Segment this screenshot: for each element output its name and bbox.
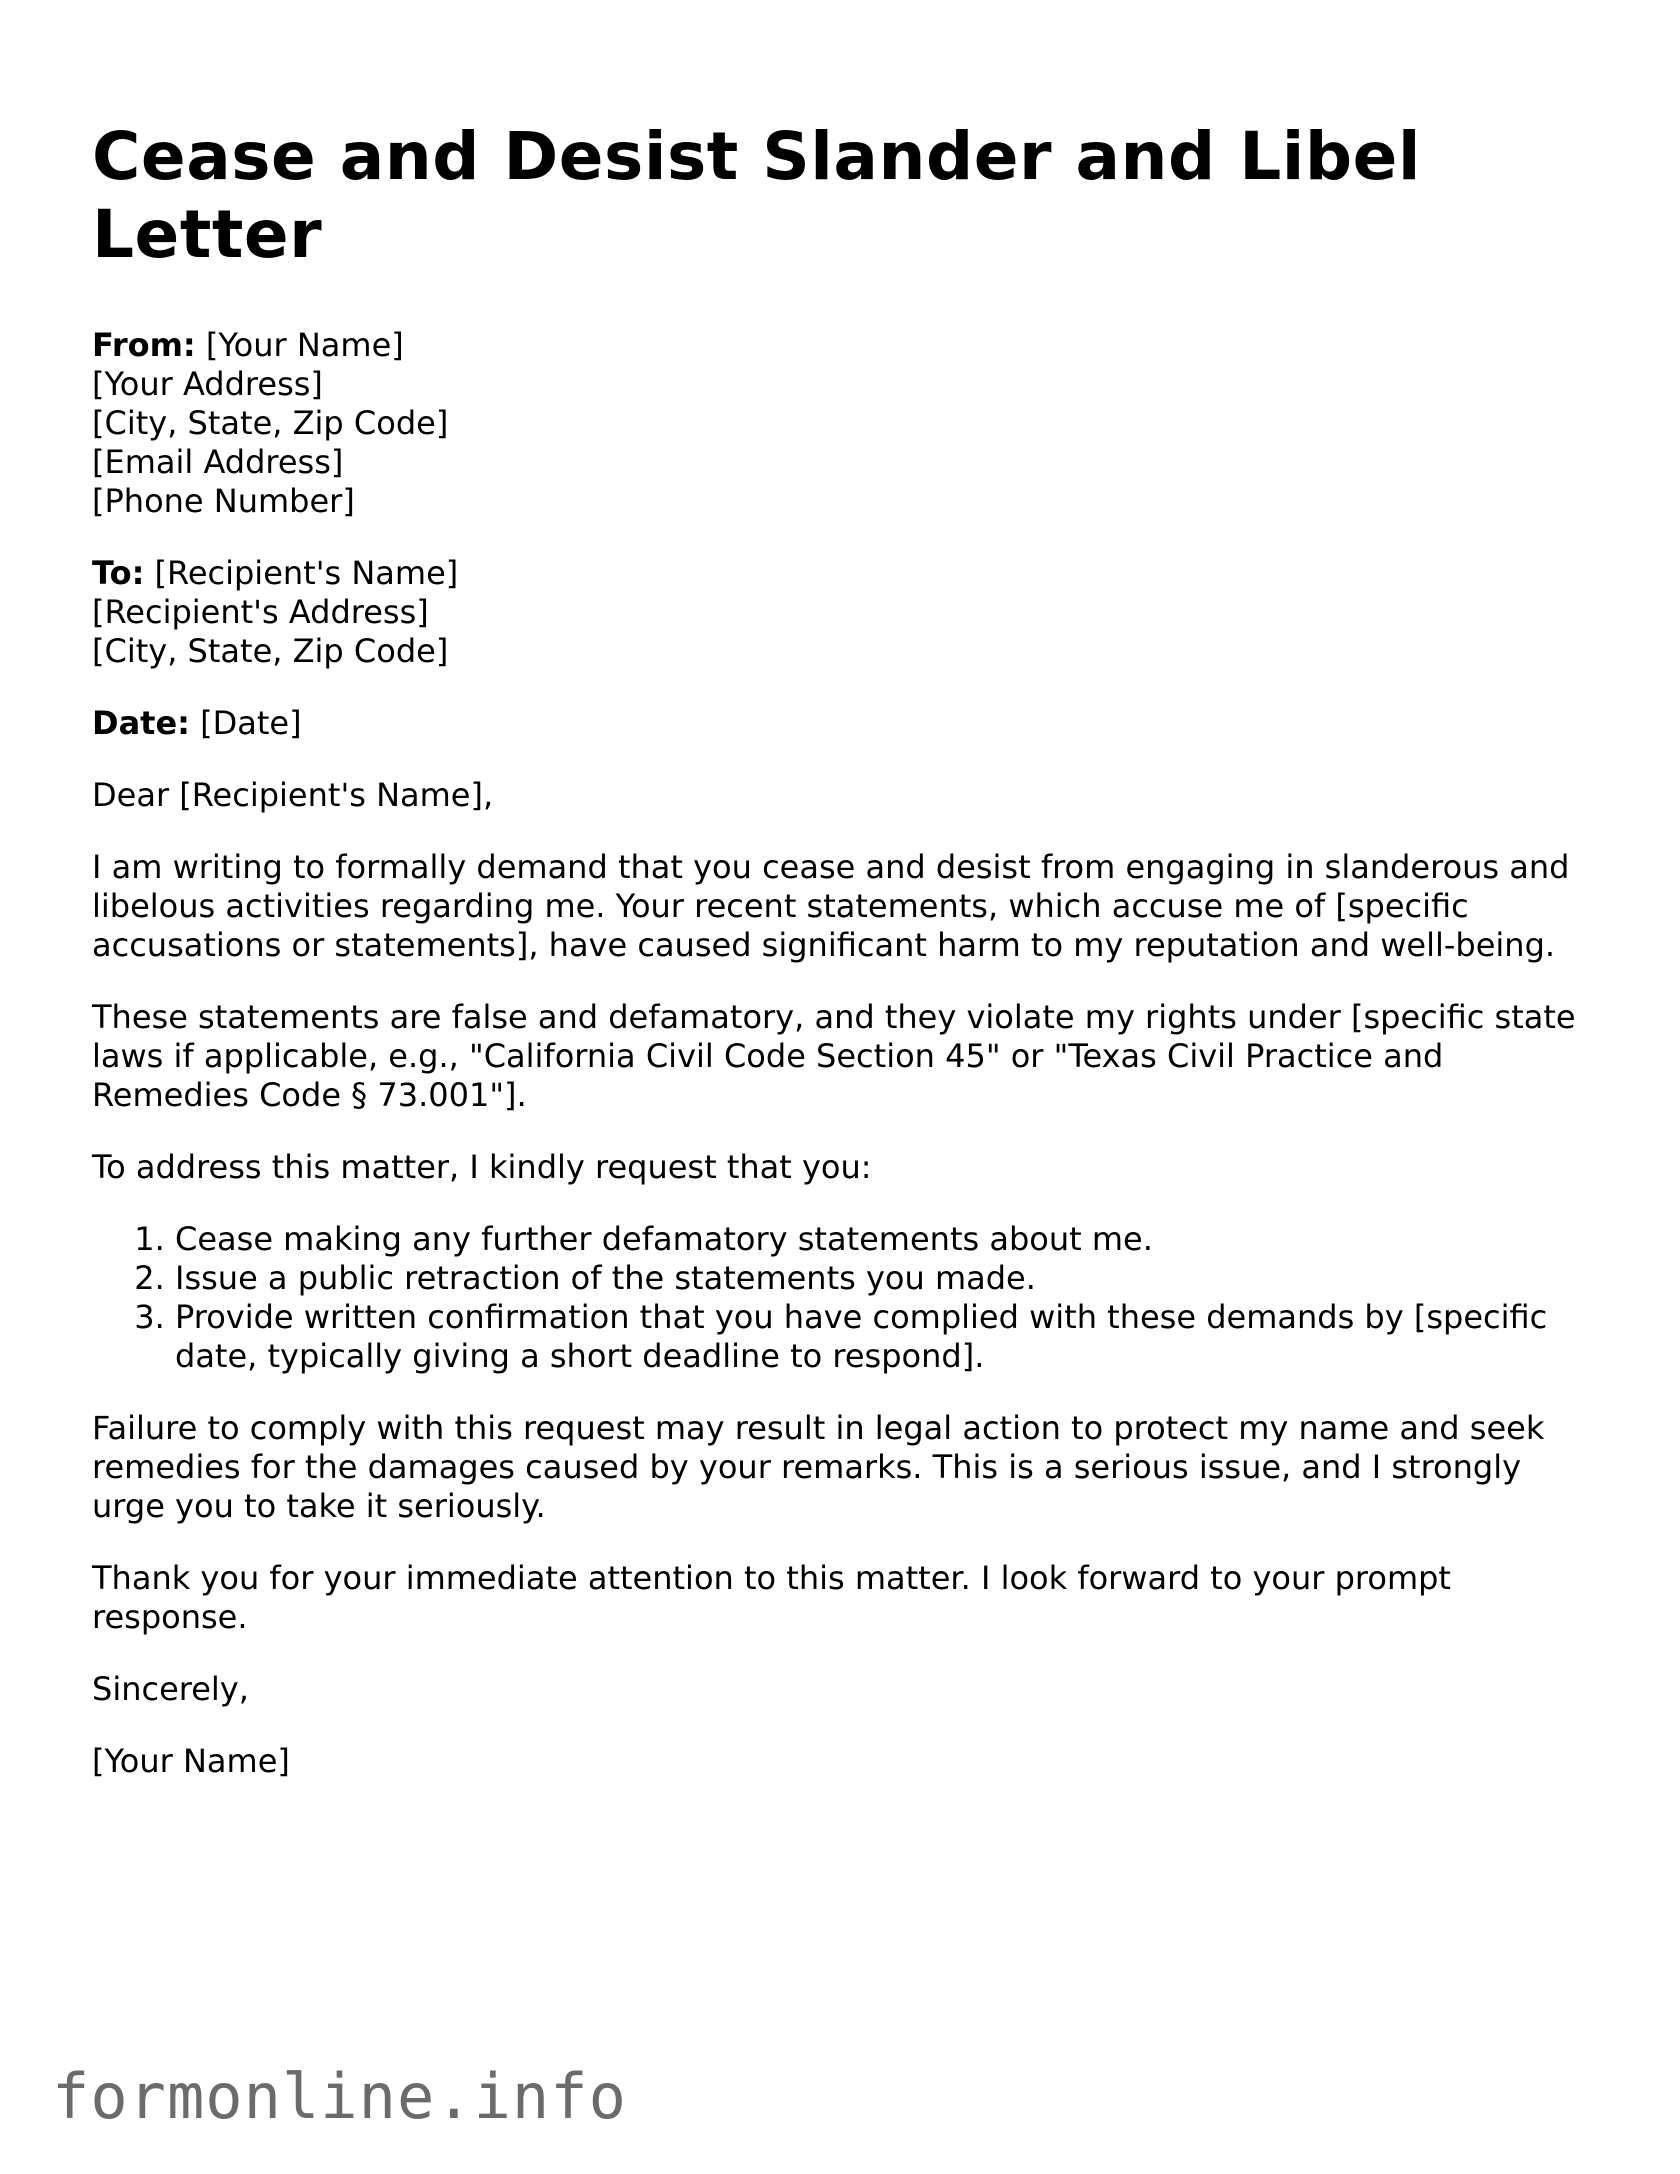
sender-block: [92, 326, 1592, 521]
body-paragraph-1: I am writing to formally demand that you cease and desist from engaging in slanderous and libelous activities regarding me. Your recent statements, which accuse me of [specific accusations or statements], have caused significant harm to my reputation and well-being.: [92, 848, 1570, 964]
salutation: Dear [Recipient's Name],: [92, 776, 494, 814]
recipient-block: [92, 554, 1592, 671]
closing-paragraph-2: Thank you for your immediate attention to this matter. I look forward to your prompt response.: [92, 1559, 1451, 1636]
demands-list: [92, 1220, 1592, 1376]
date-label: Date:: [92, 704, 190, 742]
closing-paragraph-1: Failure to comply with this request may result in legal action to protect my name and seek remedies for the damages caused by your remarks. This is a serious issue, and I strongly urge you to take it seriously.: [92, 1409, 1545, 1525]
recipient-address: [Recipient's Address]: [92, 593, 429, 631]
body-paragraph-2: These statements are false and defamatory, and they violate my rights under [specific state laws if applicable, e.g., "California Civil Code Section 45" or "Texas Civil Practice and Remedies Code § 73.001"].: [92, 998, 1576, 1114]
list-item: 2. Issue a public retraction of the statements you made.: [175, 1259, 1592, 1298]
sender-email: [Email Address]: [92, 443, 344, 481]
body-paragraph-3: To address this matter, I kindly request that you:: [92, 1148, 872, 1186]
letter-page: [92, 118, 1592, 1814]
signature: [Your Name]: [92, 1742, 290, 1780]
sender-phone: [Phone Number]: [92, 482, 355, 520]
sender-address: [Your Address]: [92, 365, 323, 403]
date-block: [92, 704, 1592, 743]
watermark: formonline.info: [52, 2060, 627, 2133]
sender-name-line: [92, 326, 1592, 365]
from-label: From:: [92, 326, 196, 364]
sender-city: [City, State, Zip Code]: [92, 404, 449, 442]
to-label: To:: [92, 554, 145, 592]
list-item: 3. Provide written confirmation that you have complied with these demands by [specific date, typically giving a short deadline to respond].: [175, 1298, 1592, 1376]
signoff: Sincerely,: [92, 1670, 249, 1708]
recipient-name-line: [92, 554, 1592, 593]
page-title: Cease and Desist Slander and Libel Letter: [92, 118, 1422, 273]
date-line: [92, 704, 1592, 743]
sender-name: [Your Name]: [195, 326, 404, 364]
recipient-name: [Recipient's Name]: [144, 554, 459, 592]
recipient-city: [City, State, Zip Code]: [92, 632, 449, 670]
list-item: 1. Cease making any further defamatory statements about me.: [175, 1220, 1592, 1259]
date-value: [Date]: [189, 704, 302, 742]
